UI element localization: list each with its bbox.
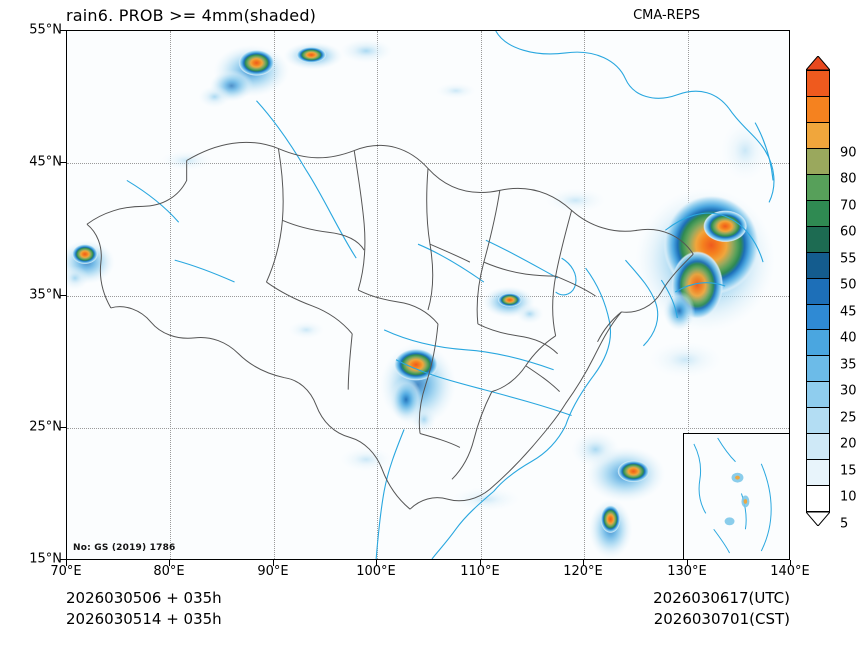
inset-coastline-layer — [684, 434, 789, 559]
colorbar-gradient — [806, 70, 830, 512]
x-tick-label-110E: 110°E — [460, 564, 500, 579]
x-tick-label-70E: 70°E — [50, 564, 82, 579]
colorbar-cell — [807, 227, 829, 253]
colorbar-cell — [807, 434, 829, 460]
colorbar[interactable] — [806, 56, 857, 532]
colorbar-cell — [807, 486, 829, 511]
valid-time-utc: 2026030617(UTC) — [653, 589, 790, 607]
x-tick-mark — [376, 560, 377, 566]
colorbar-tick-15: 15 — [840, 463, 857, 479]
colorbar-cell — [807, 201, 829, 227]
x-tick-label-120E: 120°E — [563, 564, 603, 579]
x-tick-label-100E: 100°E — [356, 564, 396, 579]
init-time-cst: 2026030514 + 035h — [66, 610, 222, 628]
x-tick-label-140E: 140°E — [770, 564, 810, 579]
colorbar-tick-80: 80 — [840, 171, 857, 187]
valid-time-cst: 2026030701(CST) — [653, 610, 790, 628]
colorbar-tick-40: 40 — [840, 330, 857, 346]
colorbar-cell — [807, 71, 829, 97]
model-label: CMA-REPS — [633, 8, 700, 23]
init-time-utc: 2026030506 + 035h — [66, 589, 222, 607]
colorbar-cell — [807, 460, 829, 486]
colorbar-tick-60: 60 — [840, 224, 857, 240]
x-tick-mark — [583, 560, 584, 566]
colorbar-over-arrow — [806, 56, 830, 70]
colorbar-cell — [807, 175, 829, 201]
y-tick-label-55N: 55°N — [29, 22, 62, 38]
colorbar-cell — [807, 382, 829, 408]
x-tick-mark — [480, 560, 481, 566]
colorbar-cell — [807, 253, 829, 279]
y-tick-label-45N: 45°N — [29, 154, 62, 170]
x-tick-mark — [273, 560, 274, 566]
x-tick-mark — [66, 560, 67, 566]
colorbar-cell — [807, 305, 829, 331]
y-tick-label-35N: 35°N — [29, 287, 62, 303]
x-tick-mark — [790, 560, 791, 566]
footer-row-utc — [66, 588, 790, 609]
colorbar-cell — [807, 408, 829, 434]
colorbar-tick-5: 5 — [840, 516, 849, 532]
colorbar-tick-35: 35 — [840, 357, 857, 373]
colorbar-cell — [807, 279, 829, 305]
x-tick-label-80E: 80°E — [153, 564, 185, 579]
colorbar-tick-50: 50 — [840, 277, 857, 293]
colorbar-tick-90: 90 — [840, 145, 857, 161]
x-tick-mark — [687, 560, 688, 566]
x-tick-label-130E: 130°E — [667, 564, 707, 579]
colorbar-tick-45: 45 — [840, 304, 857, 320]
y-tick-label-25N: 25°N — [29, 419, 62, 435]
x-tick-label-90E: 90°E — [257, 564, 289, 579]
colorbar-tick-25: 25 — [840, 410, 857, 426]
map-panel[interactable] — [66, 30, 790, 560]
colorbar-cell — [807, 149, 829, 175]
colorbar-under-arrow — [806, 512, 830, 526]
map-copyright-label: No: GS (2019) 1786 — [73, 543, 176, 553]
x-tick-mark — [169, 560, 170, 566]
map-plot-area — [67, 31, 789, 559]
colorbar-cell — [807, 97, 829, 123]
south-china-sea-inset — [683, 433, 789, 559]
colorbar-cell — [807, 123, 829, 149]
colorbar-tick-10: 10 — [840, 489, 857, 505]
colorbar-cell — [807, 356, 829, 382]
colorbar-tick-30: 30 — [840, 383, 857, 399]
y-tick-label-15N: 15°N — [29, 551, 62, 567]
colorbar-tick-70: 70 — [840, 198, 857, 214]
colorbar-cell — [807, 330, 829, 356]
colorbar-tick-55: 55 — [840, 251, 857, 267]
administrative-boundary-layer — [67, 31, 789, 559]
footer-info — [66, 588, 790, 630]
colorbar-tick-20: 20 — [840, 436, 857, 452]
footer-row-cst — [66, 609, 790, 630]
chart-title: rain6. PROB >= 4mm(shaded) — [66, 6, 317, 25]
